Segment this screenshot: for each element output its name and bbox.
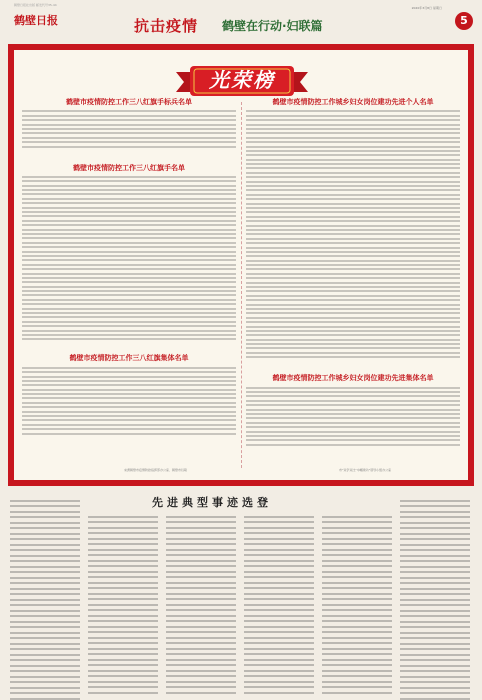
honor-banner-title: 光荣榜 [209,68,275,92]
source-note: 来源鹤壁市疫情防控指挥部办公室、鹤壁市妇联 [124,468,188,472]
article-column [322,512,392,694]
article-column [244,512,314,694]
section-title: 抗击疫情 [134,17,199,35]
left-column [22,96,236,474]
list-section [22,162,236,341]
list-title: 鹤壁市疫情防控工作三八红旗手标兵名单 [66,98,192,106]
honor-board-inner [14,50,468,480]
list-section [22,96,236,148]
paper-meta-left: 鹤壁日报社出版 邮发代号35-44 [14,3,57,7]
masthead [0,0,482,40]
name-list [22,110,236,147]
right-column [246,96,460,474]
honor-banner [176,62,308,100]
list-title: 鹤壁市疫情防控工作三八红旗手名单 [73,163,185,172]
article-column [88,512,158,694]
name-list [22,367,236,435]
article-column [10,496,80,700]
article-title: 先进典型事迹选登 [152,496,272,509]
name-list [22,176,236,340]
column-divider [241,102,242,468]
list-title: 鹤壁市疫情防控工作城乡妇女岗位建功先进个人名单 [272,98,434,106]
list-section [246,96,460,358]
name-list [246,110,460,358]
article-column [400,496,470,700]
list-section [22,352,236,434]
source-note: 市"双学双比"巾帼建功"领导小组办公室 [339,468,392,472]
list-title: 鹤壁市疫情防控工作城乡妇女岗位建功先进集体名单 [272,374,434,383]
list-title: 鹤壁市疫情防控工作三八红旗集体名单 [69,354,189,363]
issue-date: 2020年3月8日 星期日 [411,6,442,10]
name-list [246,387,460,446]
list-section [246,372,460,445]
article-section [0,490,482,700]
section-subtitle: 鹤壁在行动·妇联篇 [222,19,323,33]
article-column [166,512,236,694]
page-number: 5 [455,12,473,30]
honor-board [8,44,474,486]
paper-name: 鹤壁日报 [14,14,58,27]
